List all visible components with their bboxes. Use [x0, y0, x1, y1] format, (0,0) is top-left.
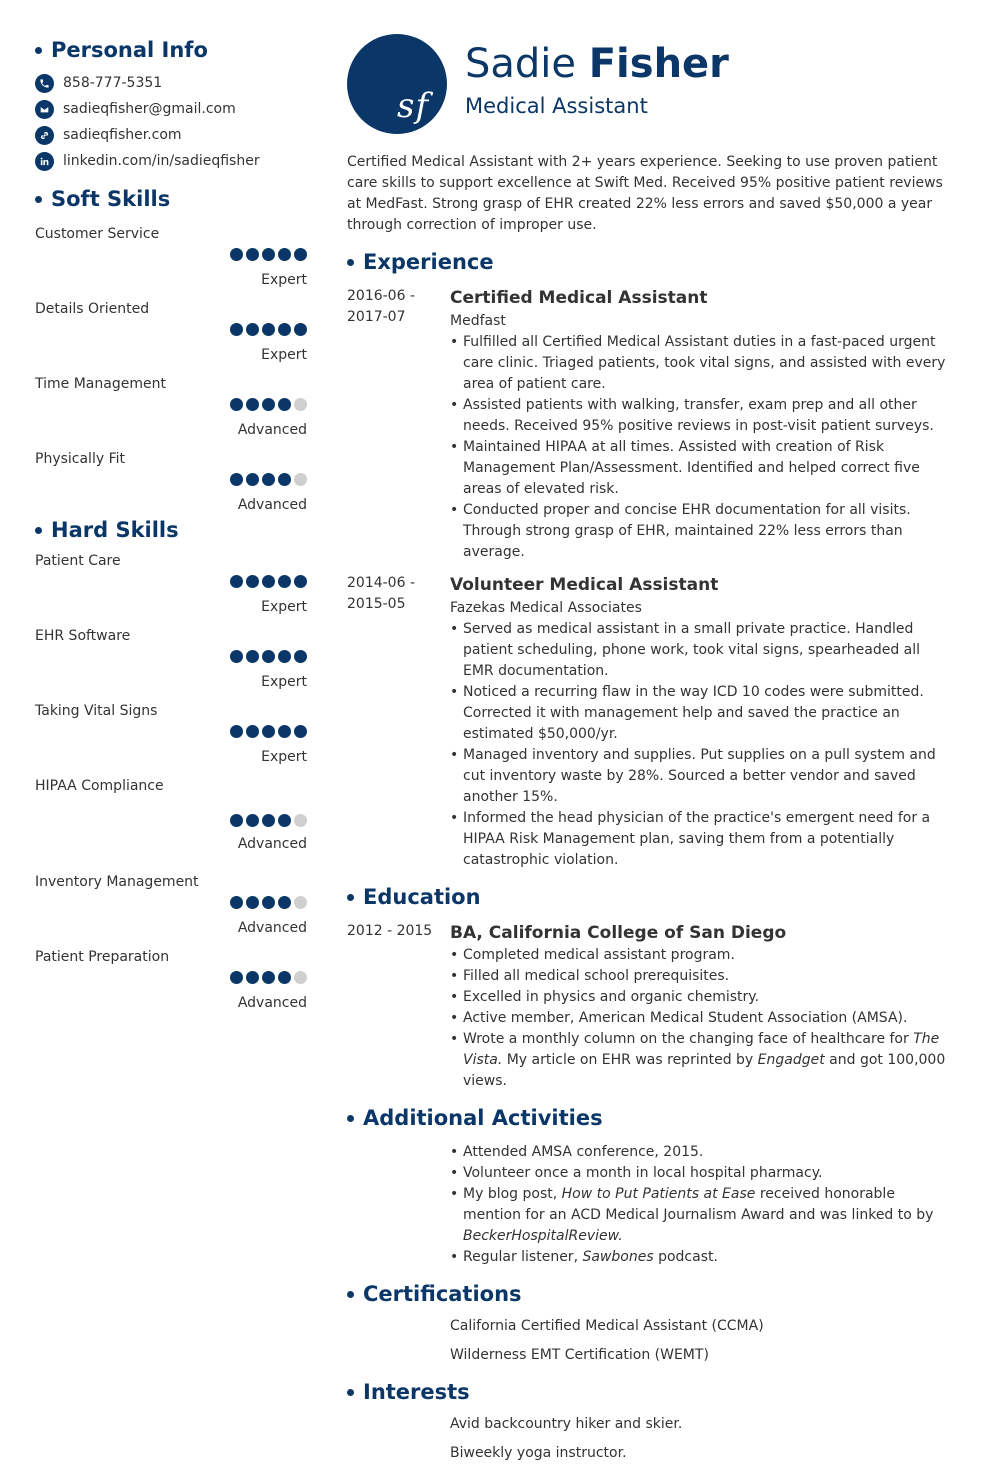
entry-date: 2012 - 2015 [347, 923, 433, 939]
experience-section [347, 248, 955, 871]
skill-level: Advanced [237, 995, 307, 1011]
rating-dot-filled [294, 725, 307, 738]
skill-rating [230, 575, 307, 588]
link-icon [35, 126, 54, 145]
bullet-dot-icon [347, 1291, 354, 1298]
skill-name: Patient Preparation [35, 949, 170, 965]
hard-skills-heading: Hard Skills [35, 516, 307, 544]
contact-phone[interactable]: 858-777-5351 [35, 70, 307, 96]
skill-rating [230, 248, 307, 261]
rating-dot-filled [294, 575, 307, 588]
entry-date: 2014-06 - 2015-05 [347, 575, 415, 612]
rating-dot-empty [294, 896, 307, 909]
rating-dot-filled [262, 473, 275, 486]
bullet-dot-icon [35, 196, 42, 203]
list-item: • Filled all medical school prerequisites. [450, 966, 955, 987]
rating-dot-filled [246, 896, 259, 909]
rating-dot-filled [278, 896, 291, 909]
rating-dot-filled [246, 473, 259, 486]
bullet-dot-icon [347, 259, 354, 266]
education-heading: Education [347, 883, 955, 911]
personal-info-heading: Personal Info [35, 36, 307, 64]
rating-dot-filled [230, 814, 243, 827]
rating-dot-filled [246, 814, 259, 827]
list-item: • My blog post, How to Put Patients at Ease received honorable mention for an ACD Medical Journalism Award and was linked to by BeckerHospitalReview. [450, 1184, 955, 1247]
education-section [347, 883, 955, 1092]
rating-dot-filled [262, 323, 275, 336]
skill-rating [230, 814, 307, 827]
skill-level: Expert [261, 674, 307, 690]
rating-dot-empty [294, 398, 307, 411]
rating-dot-filled [262, 725, 275, 738]
rating-dot-filled [278, 398, 291, 411]
email-icon [35, 100, 54, 119]
certification-item: California Certified Medical Assistant (CCMA) [450, 1318, 764, 1334]
rating-dot-filled [230, 725, 243, 738]
list-item: • Volunteer once a month in local hospital pharmacy. [450, 1163, 955, 1184]
certification-item: Wilderness EMT Certification (WEMT) [450, 1347, 709, 1363]
rating-dot-filled [246, 248, 259, 261]
list-item: • Excelled in physics and organic chemistry. [450, 987, 955, 1008]
rating-dot-filled [230, 323, 243, 336]
skill-rating [230, 473, 307, 486]
rating-dot-empty [294, 971, 307, 984]
interests-heading: Interests [347, 1378, 955, 1406]
interest-item: Biweekly yoga instructor. [450, 1445, 627, 1461]
contact-website[interactable]: sadieqfisher.com [35, 122, 307, 148]
activities-heading: Additional Activities [347, 1104, 955, 1132]
skill-level: Advanced [237, 422, 307, 438]
skill-level: Advanced [237, 497, 307, 513]
main-content [347, 34, 955, 1464]
rating-dot-filled [246, 575, 259, 588]
full-name: Sadie Fisher [465, 41, 729, 87]
sidebar [35, 36, 307, 1022]
entry-bullets [450, 332, 955, 563]
rating-dot-empty [294, 814, 307, 827]
rating-dot-filled [230, 650, 243, 663]
rating-dot-filled [278, 323, 291, 336]
skill-level: Expert [261, 347, 307, 363]
list-item: • Conducted proper and concise EHR documentation for all visits. Through strong grasp of EHR, maintained 22% less errors than average. [450, 500, 955, 563]
soft-skills-list [35, 224, 307, 524]
rating-dot-filled [278, 575, 291, 588]
list-item: • Managed inventory and supplies. Put supplies on a pull system and cut inventory waste by 28%. Sourced a better vendor and saved another 15%. [450, 745, 955, 808]
education-entry [347, 921, 955, 1092]
list-item: • Attended AMSA conference, 2015. [450, 1142, 955, 1163]
skill-item [35, 551, 307, 626]
hard-skills-list [35, 551, 307, 1022]
skill-item [35, 224, 307, 299]
activities-section [347, 1104, 955, 1268]
list-item: • Noticed a recurring flaw in the way ICD 10 codes were submitted. Corrected it with management help and saved the practice an estimated $50,000/yr. [450, 682, 955, 745]
skill-name: Details Oriented [35, 301, 150, 317]
entry-bullets [450, 945, 955, 1092]
rating-dot-filled [246, 650, 259, 663]
skill-rating [230, 896, 307, 909]
skill-level: Expert [261, 599, 307, 615]
entry-organization: Medfast [450, 313, 506, 329]
rating-dot-filled [262, 971, 275, 984]
skill-name: HIPAA Compliance [35, 778, 164, 794]
contact-email[interactable]: sadieqfisher@gmail.com [35, 96, 307, 122]
rating-dot-filled [246, 398, 259, 411]
list-item: • Wrote a monthly column on the changing face of healthcare for The Vista. My article on EHR was reprinted by Engadget and got 100,000 views. [450, 1029, 955, 1092]
rating-dot-filled [278, 971, 291, 984]
skill-rating [230, 650, 307, 663]
rating-dot-filled [246, 971, 259, 984]
bullet-dot-icon [347, 1115, 354, 1122]
list-item: • Served as medical assistant in a small private practice. Handled patient scheduling, phone work, took vital signs, spearheaded all EMR documentation. [450, 619, 955, 682]
list-item: • Completed medical assistant program. [450, 945, 955, 966]
skill-item [35, 776, 307, 872]
rating-dot-filled [278, 725, 291, 738]
rating-dot-filled [278, 248, 291, 261]
degree-title: BA, California College of San Diego [450, 923, 787, 943]
certifications-section [347, 1280, 955, 1366]
rating-dot-filled [278, 650, 291, 663]
contact-list [35, 70, 307, 174]
skill-name: Patient Care [35, 553, 121, 569]
resume-header [347, 34, 955, 144]
list-item: • Regular listener, Sawbones podcast. [450, 1247, 955, 1268]
skill-name: Customer Service [35, 226, 160, 242]
rating-dot-filled [230, 575, 243, 588]
skill-rating [230, 323, 307, 336]
linkedin-icon [35, 152, 54, 171]
bullet-dot-icon [35, 527, 42, 534]
entry-title: Volunteer Medical Assistant [450, 575, 719, 595]
skill-level: Advanced [237, 920, 307, 936]
interest-item: Avid backcountry hiker and skier. [450, 1416, 683, 1432]
list-item: • Fulfilled all Certified Medical Assistant duties in a fast-paced urgent care clinic. Triaged patients, took vital signs, and assisted with every area of patient care. [450, 332, 955, 395]
soft-skills-heading: Soft Skills [35, 185, 307, 213]
rating-dot-filled [262, 814, 275, 827]
experience-heading: Experience [347, 248, 955, 276]
bullet-dot-icon [347, 894, 354, 901]
rating-dot-filled [246, 323, 259, 336]
rating-dot-filled [230, 473, 243, 486]
list-item: • Active member, American Medical Student Association (AMSA). [450, 1008, 955, 1029]
skill-name: Taking Vital Signs [35, 703, 158, 719]
skill-name: Inventory Management [35, 874, 199, 890]
skill-name: Time Management [35, 376, 166, 392]
monogram-avatar: sf [347, 34, 447, 134]
list-item: • Assisted patients with walking, transfer, exam prep and all other needs. Received 95% positive reviews in post-visit patient surveys. [450, 395, 955, 437]
skill-item [35, 626, 307, 701]
skill-name: EHR Software [35, 628, 131, 644]
rating-dot-filled [294, 650, 307, 663]
rating-dot-filled [230, 398, 243, 411]
skill-name: Physically Fit [35, 451, 125, 467]
experience-entry [347, 286, 955, 563]
rating-dot-filled [262, 896, 275, 909]
entry-bullets [450, 619, 955, 871]
certifications-heading: Certifications [347, 1280, 955, 1308]
skill-rating [230, 971, 307, 984]
rating-dot-filled [230, 248, 243, 261]
rating-dot-filled [230, 896, 243, 909]
job-title: Medical Assistant [465, 94, 648, 118]
rating-dot-filled [294, 323, 307, 336]
list-item: • Maintained HIPAA at all times. Assisted with creation of Risk Management Plan/Assessment. Identified and helped correct five areas of elevated risk. [450, 437, 955, 500]
skill-item [35, 299, 307, 374]
rating-dot-filled [262, 248, 275, 261]
rating-dot-filled [262, 398, 275, 411]
experience-entry [347, 573, 955, 871]
rating-dot-filled [294, 248, 307, 261]
entry-title: Certified Medical Assistant [450, 288, 708, 308]
interests-section [347, 1378, 955, 1464]
activities-list [450, 1142, 955, 1268]
rating-dot-filled [262, 650, 275, 663]
skill-rating [230, 725, 307, 738]
rating-dot-empty [294, 473, 307, 486]
rating-dot-filled [262, 575, 275, 588]
skill-item [35, 947, 307, 1022]
skill-item [35, 701, 307, 776]
skill-level: Expert [261, 749, 307, 765]
list-item: • Informed the head physician of the practice's emergent need for a HIPAA Risk Management plan, saving them from a potentially catastrophic violation. [450, 808, 955, 871]
bullet-dot-icon [347, 1389, 354, 1396]
rating-dot-filled [230, 971, 243, 984]
bullet-dot-icon [35, 47, 42, 54]
rating-dot-filled [278, 473, 291, 486]
skill-rating [230, 398, 307, 411]
entry-date: 2016-06 - 2017-07 [347, 288, 415, 325]
skill-item [35, 872, 307, 947]
skill-item [35, 449, 307, 524]
phone-icon [35, 74, 54, 93]
rating-dot-filled [246, 725, 259, 738]
entry-organization: Fazekas Medical Associates [450, 600, 642, 616]
summary-text: Certified Medical Assistant with 2+ years experience. Seeking to use proven patient care skills to support excellence at Swift Med. Received 95% positive patient reviews at MedFast. Strong grasp of EHR created 22% less errors and saved $50,000 a year through correction of improper use. [347, 154, 943, 233]
skill-level: Advanced [237, 836, 307, 852]
skill-level: Expert [261, 272, 307, 288]
rating-dot-filled [278, 814, 291, 827]
skill-item [35, 374, 307, 449]
contact-linkedin[interactable]: linkedin.com/in/sadieqfisher [35, 148, 307, 174]
